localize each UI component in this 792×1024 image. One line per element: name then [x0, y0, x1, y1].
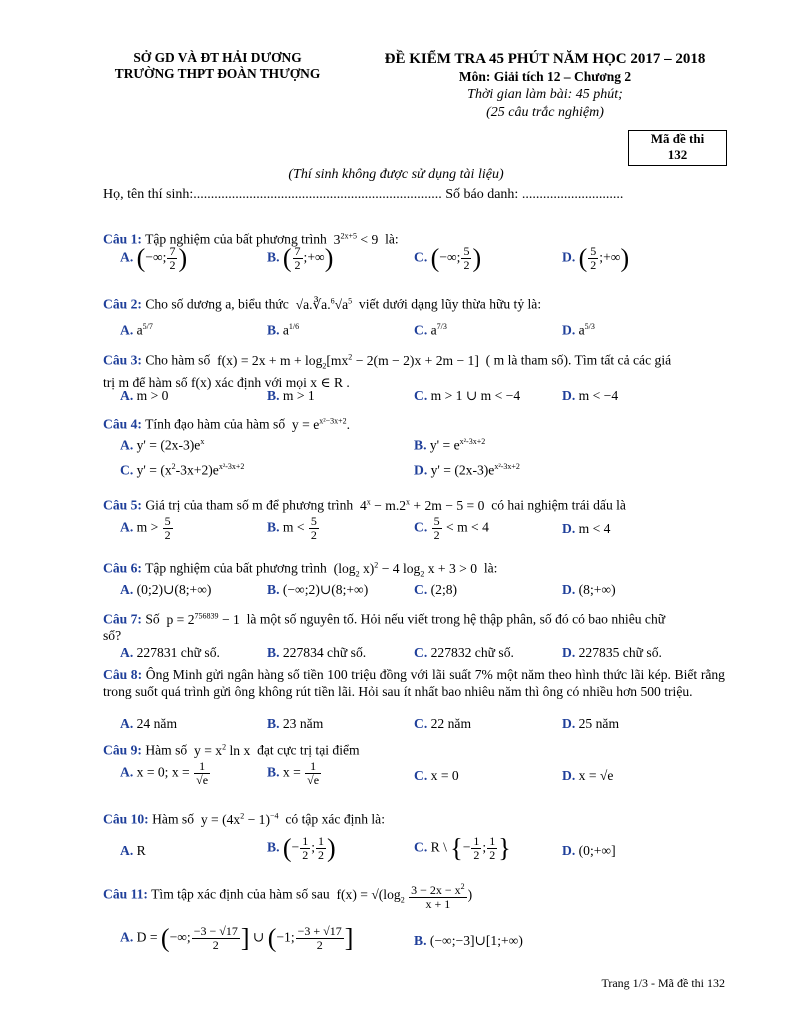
school-header	[100, 50, 335, 82]
q9-option-a[interactable]: A. x = 0; x = $\frac{1}{√e}$	[120, 759, 209, 787]
q6-option-b[interactable]: B. (−∞;2)∪(8;+∞)	[267, 582, 369, 597]
q1-option-d[interactable]: D. ( $\frac{5}{2}$ ;+∞)	[562, 243, 630, 273]
question-8: Câu 8: Ông Minh gửi ngân hàng số tiền 100 triệu đồng với lãi suất 7% một năm theo hình thức lãi kép. Biết rằng trong suốt quá trình gửi ông không rút tiền lãi. Hỏi sau ít nhất bao nhiêu năm thì ông có nhiều hơn 500 triệu.	[103, 667, 725, 699]
q10-option-d[interactable]: D. (0;+∞]	[562, 843, 616, 858]
q6-option-d[interactable]: D. (8;+∞)	[562, 582, 616, 597]
page-footer: Trang 1/3 - Mã đề thi 132	[601, 976, 725, 990]
exam-count: (25 câu trắc nghiệm)	[486, 105, 604, 120]
q6-option-c[interactable]: C. (2;8)	[414, 582, 458, 597]
math-expr: $f(x) = √(\log_2$ $\frac{3 - 2x - x^2}{x + 1}$ )	[333, 882, 473, 911]
question-5: Câu 5: Giá trị của tham số m để phương trình $4^x - m.2^x + 2m - 5 = 0$ có hai nghiệm trái dấu là	[103, 497, 626, 513]
org-line2: TRƯỜNG THPT ĐOÀN THƯỢNG	[114, 66, 321, 81]
question-6: Câu 6: Tập nghiệm của bất phương trình ($\log_2$ x)$^2$ − 4 $\log_2 x + 3 > 0$ là:	[103, 560, 498, 579]
q9-option-d[interactable]: D. x = √e	[562, 768, 614, 783]
q5-option-d[interactable]: D. m < 4	[562, 521, 611, 536]
exam-header	[345, 50, 745, 122]
question-4: Câu 4: Tính đạo hàm của hàm số $y = e^{x^2-3x+2}$.	[103, 416, 351, 432]
question-text: Tập nghiệm của bất phương trình	[145, 231, 327, 247]
q3-option-d[interactable]: D. m < −4	[562, 388, 619, 403]
question-3: Câu 3: Cho hàm số $f(x) = 2x + m + \log_2[mx^2 - 2(m - 2)x + 2m - 1]$ ( m là tham số). Tìm tất cả các giá trị m để hàm số f(x) xác định với mọi x ∈ R .	[103, 352, 672, 390]
q6-option-a[interactable]: A. (0;2)∪(8;+∞)	[120, 582, 212, 597]
math-expr: $3^{2x+5} < 9$	[330, 231, 382, 247]
question-label: Câu 1:	[103, 231, 142, 247]
math-expr: $p = 2^{756839} - 1$	[163, 611, 244, 627]
q4-option-c[interactable]: C. $y' = (x^2-3x+2)e^{x^2-3x+2}$	[120, 462, 245, 478]
q5-option-b[interactable]: B. m < $\frac{5}{2}$	[267, 514, 317, 542]
exam-title: ĐỀ KIỂM TRA 45 PHÚT NĂM HỌC 2017 – 2018	[384, 51, 706, 67]
org-line1: SỞ GD VÀ ĐT HẢI DƯƠNG	[133, 50, 302, 65]
question-7: Câu 7: Số $p = 2^{756839} - 1$ là một số nguyên tố. Hỏi nếu viết trong hệ thập phân, số đó có bao nhiêu chữ số?	[103, 611, 666, 644]
q2-option-b[interactable]: B. $a^{1/6}$	[267, 322, 300, 338]
q1-option-b[interactable]: B. ( $\frac{7}{2}$ ;+∞)	[267, 243, 334, 273]
q11-option-a[interactable]: A. D = (−∞; $\frac{-3 - √17}{2}$ ] ∪ (−1; $\frac{-3 + √17}{2}$ ]	[120, 923, 354, 953]
q11-option-b[interactable]: B. (−∞;−3]∪[1;+∞)	[414, 933, 523, 948]
math-expr: ($\log_2$ x)$^2$ − 4 $\log_2 x + 3 > 0$	[330, 560, 481, 579]
exam-code-box	[628, 130, 727, 166]
q5-option-c[interactable]: C. $\frac{5}{2}$ < m < 4	[414, 514, 489, 542]
q7-option-c[interactable]: C. 227832 chữ số.	[414, 645, 514, 660]
exam-code-label: Mã đề thi	[650, 131, 705, 146]
math-expr: $y = (4x^2 - 1)^{-4}$	[197, 811, 279, 827]
q7-option-d[interactable]: D. 227835 chữ số.	[562, 645, 662, 660]
question-11: Câu 11: Tìm tập xác định của hàm số sau $f(x) = √(\log_2$ $\frac{3 - 2x - x^2}{x + 1}$ )	[103, 882, 473, 911]
q4-option-b[interactable]: B. $y' = e^{x^2-3x+2}$	[414, 437, 486, 453]
q8-option-c[interactable]: C. 22 năm	[414, 716, 472, 731]
exam-time: Thời gian làm bài: 45 phút;	[467, 87, 623, 102]
question-2: Câu 2: Cho số dương a, biểu thức $√a.∛a.^6√a^5$ viết dưới dạng lũy thừa hữu tỷ là:	[103, 296, 542, 312]
q8-option-a[interactable]: A. 24 năm	[120, 716, 178, 731]
math-expr: $4^x - m.2^x + 2m - 5 = 0$	[356, 497, 488, 513]
q7-option-a[interactable]: A. 227831 chữ số.	[120, 645, 220, 660]
q1-option-c[interactable]: C. (−∞; $\frac{5}{2}$ )	[414, 243, 482, 273]
q8-option-b[interactable]: B. 23 năm	[267, 716, 324, 731]
question-tail: là:	[385, 231, 399, 247]
q10-option-b[interactable]: B. (− $\frac{1}{2}$ ; $\frac{1}{2}$ )	[267, 833, 336, 863]
candidate-line: Họ, tên thí sinh:....................................................................... Số báo danh: .............................	[103, 187, 624, 202]
math-expr: $√a.∛a.^6√a^5$	[292, 296, 353, 312]
q2-option-a[interactable]: A. $a^{5/7}$	[120, 322, 153, 338]
question-9: Câu 9: Hàm số $y = x^2$ ln x đạt cực trị tại điểm	[103, 742, 360, 758]
exam-subject: Môn: Giải tích 12 – Chương 2	[458, 69, 632, 84]
q2-option-c[interactable]: C. $a^{7/3}$	[414, 322, 447, 338]
q3-option-c[interactable]: C. m > 1 ∪ m < −4	[414, 388, 521, 403]
q7-option-b[interactable]: B. 227834 chữ số.	[267, 645, 367, 660]
q2-option-d[interactable]: D. $a^{5/3}$	[562, 322, 595, 338]
q4-option-a[interactable]: A. $y' = (2x-3)e^x$	[120, 437, 205, 453]
math-expr: $y = x^2$ ln x	[190, 742, 254, 758]
q1-option-a[interactable]: A. (−∞; $\frac{7}{2}$ )	[120, 243, 188, 273]
q8-option-d[interactable]: D. 25 năm	[562, 716, 620, 731]
exam-code-value: 132	[667, 147, 688, 162]
q3-option-b[interactable]: B. m > 1	[267, 388, 315, 403]
q10-option-a[interactable]: A. R	[120, 843, 146, 858]
math-expr: $f(x) = 2x + m + \log_2[mx^2 - 2(m - 2)x + 2m - 1]$	[213, 352, 483, 371]
question-10: Câu 10: Hàm số $y = (4x^2 - 1)^{-4}$ có tập xác định là:	[103, 811, 385, 827]
math-expr: $y = e^{x^2-3x+2}$.	[288, 416, 351, 432]
q5-option-a[interactable]: A. m > $\frac{5}{2}$	[120, 514, 171, 542]
q4-option-d[interactable]: D. $y' = (2x-3)e^{x^2-3x+2}$	[414, 462, 520, 478]
exam-note: (Thí sinh không được sử dụng tài liệu)	[288, 167, 504, 182]
q3-option-a[interactable]: A. m > 0	[120, 388, 169, 403]
q9-option-c[interactable]: C. x = 0	[414, 768, 459, 783]
q9-option-b[interactable]: B. x = $\frac{1}{√e}$	[267, 759, 320, 787]
q10-option-c[interactable]: C. R \ {− $\frac{1}{2}$ ; $\frac{1}{2}$ }	[414, 833, 511, 863]
